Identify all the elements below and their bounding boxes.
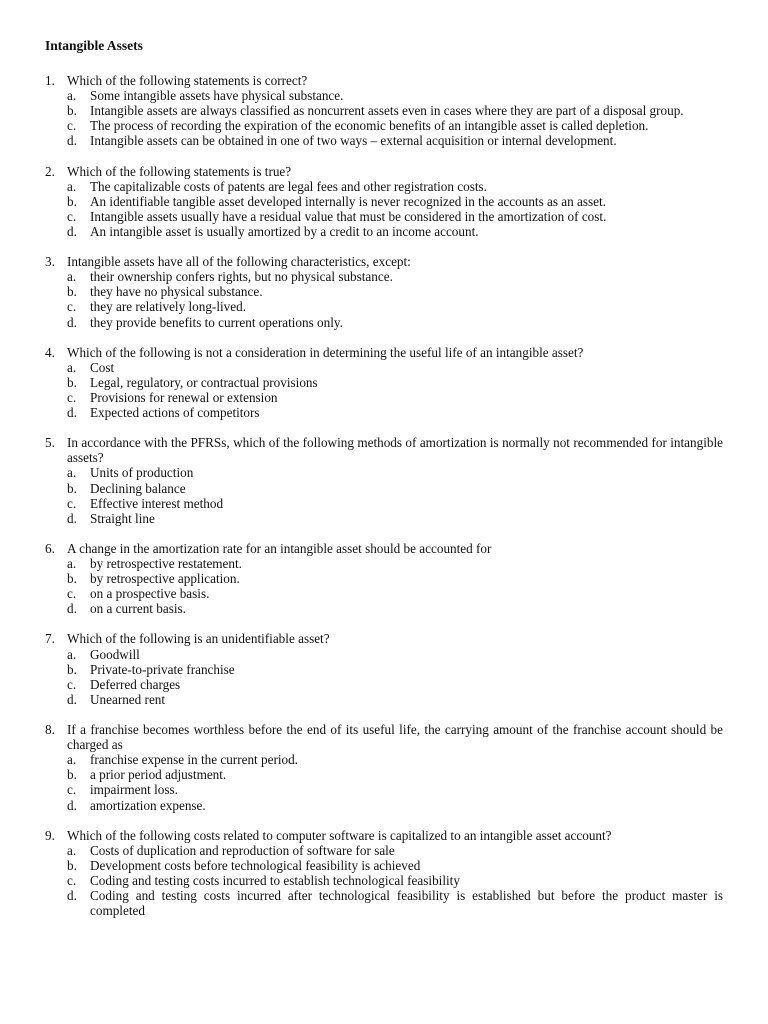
choice-item	[67, 571, 723, 586]
choice-text: Intangible assets usually have a residual value that must be considered in the amortization of cost.	[90, 208, 607, 224]
choice-item	[67, 556, 723, 571]
choice-text: they are relatively long-lived.	[90, 299, 246, 315]
choice-list	[67, 752, 723, 812]
choice-letter: b.	[67, 284, 77, 300]
choice-item	[67, 179, 723, 194]
question-item	[45, 722, 723, 813]
choice-text: franchise expense in the current period.	[90, 752, 298, 768]
choice-item	[67, 360, 723, 375]
choice-letter: b.	[67, 661, 77, 677]
choice-text: a prior period adjustment.	[90, 767, 227, 783]
choice-item	[67, 692, 723, 707]
choice-item	[67, 465, 723, 480]
choice-letter: b.	[67, 767, 77, 783]
question-item	[45, 73, 723, 148]
choice-list	[67, 179, 723, 239]
choice-letter: a.	[67, 842, 77, 858]
choice-item	[67, 103, 723, 118]
question-item	[45, 345, 723, 420]
choice-text: An intangible asset is usually amortized by a credit to an income account.	[90, 223, 479, 239]
choice-item	[67, 677, 723, 692]
choice-text: The process of recording the expiration of the economic benefits of an intangible asset is called depletion.	[90, 118, 649, 134]
choice-text: impairment loss.	[90, 782, 178, 798]
choice-item	[67, 858, 723, 873]
choice-text: Private-to-private franchise	[90, 661, 235, 677]
choice-letter: b.	[67, 193, 77, 209]
choice-text: Some intangible assets have physical substance.	[90, 88, 344, 104]
choice-letter: d.	[67, 223, 77, 239]
question-item	[45, 828, 723, 919]
choice-text: Coding and testing costs incurred to establish technological feasibility	[90, 872, 460, 888]
choice-letter: d.	[67, 601, 77, 617]
choice-item	[67, 767, 723, 782]
choice-list	[67, 843, 723, 918]
choice-text: Costs of duplication and reproduction of software for sale	[90, 842, 395, 858]
choice-text: on a current basis.	[90, 601, 186, 617]
choice-letter: d.	[67, 691, 77, 707]
choice-text: by retrospective application.	[90, 571, 240, 587]
choice-text: they have no physical substance.	[90, 284, 263, 300]
choice-letter: a.	[67, 465, 77, 481]
choice-item	[67, 375, 723, 390]
question-text: Intangible assets have all of the following characteristics, except:	[67, 254, 411, 270]
choice-letter: a.	[67, 178, 77, 194]
choice-text: Development costs before technological feasibility is achieved	[90, 857, 421, 873]
choice-item	[67, 299, 723, 314]
choice-item	[67, 481, 723, 496]
choice-list	[67, 269, 723, 329]
question-text: Which of the following is an unidentifiable asset?	[67, 631, 330, 647]
question-number: 3.	[45, 254, 55, 270]
question-text: Which of the following statements is correct?	[67, 73, 308, 88]
choice-item	[67, 873, 723, 888]
document-title: Intangible Assets	[45, 38, 143, 53]
question-number: 7.	[45, 631, 55, 647]
choice-text: Intangible assets can be obtained in one of two ways – external acquisition or internal development.	[90, 133, 617, 149]
choice-text: Declining balance	[90, 480, 186, 496]
question-text: Which of the following statements is true?	[67, 163, 292, 179]
question-text: A change in the amortization rate for an intangible asset should be accounted for	[67, 540, 492, 556]
choice-text: by retrospective restatement.	[90, 556, 242, 571]
question-item	[45, 435, 723, 526]
choice-list	[67, 465, 723, 525]
choice-item	[67, 662, 723, 677]
choice-text: on a prospective basis.	[90, 586, 210, 602]
choice-item	[67, 798, 723, 813]
choice-item	[67, 888, 723, 918]
question-number: 2.	[45, 163, 55, 179]
choice-text: An identifiable tangible asset developed internally is never recognized in the accounts as an asset.	[90, 193, 606, 209]
choice-item	[67, 390, 723, 405]
choice-letter: b.	[67, 480, 77, 496]
choice-text: Provisions for renewal or extension	[90, 389, 278, 405]
choice-letter: c.	[67, 676, 77, 692]
choice-list	[67, 556, 723, 616]
question-item	[45, 541, 723, 616]
choice-item	[67, 601, 723, 616]
choice-letter: c.	[67, 586, 77, 602]
choice-item	[67, 496, 723, 511]
choice-item	[67, 88, 723, 103]
question-number: 8.	[45, 722, 55, 738]
choice-letter: b.	[67, 374, 77, 390]
choice-letter: a.	[67, 269, 77, 285]
choice-list	[67, 360, 723, 420]
question-item	[45, 164, 723, 239]
choice-text: amortization expense.	[90, 797, 206, 813]
choice-item	[67, 224, 723, 239]
choice-item	[67, 209, 723, 224]
question-text: In accordance with the PFRSs, which of the following methods of amortization is normally not recommended for intangible assets?	[67, 435, 723, 466]
choice-letter: c.	[67, 299, 77, 315]
question-text: Which of the following is not a consideration in determining the useful life of an intangible asset?	[67, 344, 584, 360]
choice-item	[67, 586, 723, 601]
choice-text: Cost	[90, 359, 115, 375]
choice-item	[67, 752, 723, 767]
choice-item	[67, 194, 723, 209]
choice-letter: a.	[67, 88, 77, 104]
question-number: 9.	[45, 827, 55, 843]
choice-item	[67, 647, 723, 662]
choice-text: Coding and testing costs incurred after technological feasibility is established but before the product master is completed	[90, 888, 723, 919]
choice-letter: c.	[67, 208, 77, 224]
choice-item	[67, 118, 723, 133]
question-number: 4.	[45, 344, 55, 360]
choice-letter: d.	[67, 510, 77, 526]
question-text: Which of the following costs related to computer software is capitalized to an intangible asset account?	[67, 827, 612, 843]
choice-letter: b.	[67, 857, 77, 873]
choice-letter: c.	[67, 389, 77, 405]
choice-letter: d.	[67, 314, 77, 330]
choice-item	[67, 284, 723, 299]
choice-letter: c.	[67, 782, 77, 798]
choice-item	[67, 315, 723, 330]
choice-text: Goodwill	[90, 646, 140, 662]
choice-letter: d.	[67, 405, 77, 421]
choice-item	[67, 405, 723, 420]
choice-letter: d.	[67, 797, 77, 813]
choice-list	[67, 647, 723, 707]
choice-text: Deferred charges	[90, 676, 181, 692]
choice-list	[67, 88, 723, 148]
choice-letter: c.	[67, 118, 77, 134]
choice-letter: a.	[67, 646, 77, 662]
question-item	[45, 254, 723, 329]
choice-letter: c.	[67, 495, 77, 511]
choice-letter: a.	[67, 359, 77, 375]
choice-letter: b.	[67, 571, 77, 587]
question-number: 6.	[45, 540, 55, 556]
choice-text: Straight line	[90, 510, 155, 526]
choice-text: Intangible assets are always classified as noncurrent assets even in cases where they are part of a disposal group.	[90, 103, 684, 119]
choice-text: Effective interest method	[90, 495, 224, 511]
choice-text: The capitalizable costs of patents are legal fees and other registration costs.	[90, 178, 487, 194]
choice-item	[67, 269, 723, 284]
choice-letter: d.	[67, 133, 77, 149]
choice-text: Units of production	[90, 465, 194, 481]
choice-item	[67, 843, 723, 858]
choice-text: Legal, regulatory, or contractual provisions	[90, 374, 318, 390]
question-number: 1.	[45, 73, 55, 88]
choice-letter: d.	[67, 888, 77, 904]
choice-letter: c.	[67, 872, 77, 888]
choice-letter: a.	[67, 752, 77, 768]
choice-text: their ownership confers rights, but no physical substance.	[90, 269, 393, 285]
question-number: 5.	[45, 435, 55, 451]
choice-item	[67, 782, 723, 797]
choice-letter: b.	[67, 103, 77, 119]
choice-item	[67, 511, 723, 526]
choice-text: Unearned rent	[90, 691, 166, 707]
question-list	[45, 73, 723, 933]
question-item	[45, 631, 723, 706]
choice-letter: a.	[67, 556, 77, 571]
question-text: If a franchise becomes worthless before the end of its useful life, the carrying amount of the franchise account should be charged as	[67, 722, 723, 753]
choice-item	[67, 133, 723, 148]
choice-text: Expected actions of competitors	[90, 405, 260, 421]
choice-text: they provide benefits to current operations only.	[90, 314, 343, 330]
